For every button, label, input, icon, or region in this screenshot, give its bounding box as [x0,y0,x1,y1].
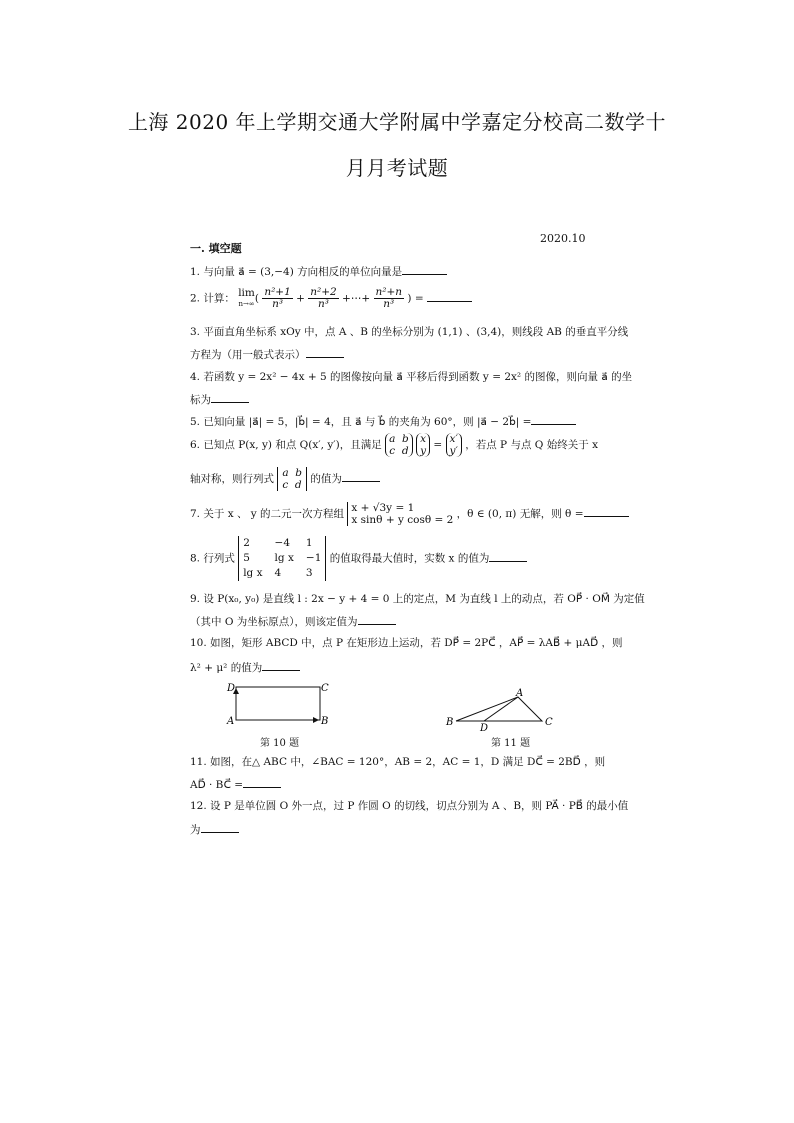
question-7: 7. 关于 x 、 y 的二元一次方程组 x + √3y = 1 x sinθ + y cosθ = 2 ，θ ∈ (0, π) 无解，则 θ = [190,502,629,526]
answer-blank [201,821,239,833]
question-4: 4. 若函数 y = 2x² − 4x + 5 的图像按向量 a⃗ 平移后得到函数 y = 2x² 的图像，则向量 a⃗ 的坐 [190,371,633,383]
fraction: $\frac{\text{n²+1}}{\text{n³}}$ [264,286,291,310]
label-b: B [446,717,454,728]
question-8: 8. 行列式 2 −4 1 5 lg x −1 lg x 4 3 的值取得最大值时，实数 x 的值为 [190,536,527,581]
determinant-3x3 [238,536,326,581]
figure-10-caption: 第 10 题 [260,738,300,749]
label-a: A [227,716,235,727]
figure-11-triangle [442,686,562,732]
determinant-abcd: a b c d [277,467,307,491]
label-d: D [480,723,489,732]
matrix-abcd: a b c d [385,433,413,457]
question-6: 6. 已知点 P(x, y) 和点 Q(x′, y′)，且满足 a b c d x y = x′ y′ ，若点 P 与点 Q 始终关于 x [190,433,599,457]
label-d: D [227,683,236,694]
limit-operator: lim n→∞ [238,287,255,308]
answer-blank [243,776,281,788]
vector-xy: x y [416,433,430,457]
question-10: 10. 如图，矩形 ABCD 中，点 P 在矩形边上运动，若 DP⃗ = 2PC⃗ ，AP⃗ = λAB⃗ + μAD⃗ ，则 [190,637,623,649]
question-6-cont: 轴对称，则行列式 a b c d 的值为 [190,467,380,491]
answer-blank [531,413,576,425]
label-b: B [321,716,329,727]
answer-blank [358,613,396,625]
answer-blank [306,346,344,358]
question-2: 2. 计算： lim n→∞( $\frac{\text{n²+1}}{\text{n³}}$ + $\frac{\text{n²+2}}{\text{n³}}$ +⋯+ $\frac{\text{n²+n}}{\text{n³}}$ ) = [190,287,472,310]
answer-blank [262,659,300,671]
question-4-cont: 标为 [190,391,249,407]
answer-blank [584,505,629,517]
determinant-grid: 2 −4 1 5 lg x −1 lg x 4 3 [243,537,322,579]
triangle-abc [456,697,542,721]
answer-blank [427,290,472,302]
equation-system: x + √3y = 1 x sinθ + y cosθ = 2 [347,502,453,526]
question-12: 12. 设 P 是单位圆 O 外一点，过 P 作圆 O 的切线，切点分别为 A 、B，则 PA⃗ · PB⃗ 的最小值 [190,800,629,812]
label-c: C [321,683,329,694]
question-3: 3. 平面直角坐标系 xOy 中，点 A 、B 的坐标分别为 (1,1) 、(3,4)，则线段 AB 的垂直平分线 [190,326,629,338]
question-9-cont: （其中 O 为坐标原点），则该定值为 [190,613,396,629]
question-11: 11. 如图，在△ ABC 中，∠BAC = 120°，AB = 2，AC = 1，D 满足 DC⃗ = 2BD⃗ ，则 [190,756,606,768]
rectangle-abcd [236,687,320,720]
question-5: 5. 已知向量 |a⃗| = 5，|b⃗| = 4，且 a⃗ 与 b⃗ 的夹角为 60°，则 |a⃗ − 2b⃗| = [190,413,576,429]
exam-date: 2020.10 [540,232,586,245]
segment-ad [484,697,518,721]
section-heading: 一. 填空题 [190,242,242,255]
label-c: C [545,717,553,728]
label-a: A [516,688,524,699]
answer-blank [211,391,249,403]
figure-10-rectangle [222,678,337,728]
question-12-cont: 为 [190,821,239,837]
question-3-cont: 方程为（用一般式表示） [190,346,344,362]
page-title-line1: 上海 2020 年上学期交通大学附属中学嘉定分校高二数学十 [127,110,667,134]
fraction: $\frac{\text{n²+n}}{\text{n³}}$ [375,286,403,310]
fraction: $\frac{\text{n²+2}}{\text{n³}}$ [310,286,337,310]
question-11-cont: AD⃗ · BC⃗ = [190,776,281,792]
question-10-cont: λ² + μ² 的值为 [190,659,300,675]
question-9: 9. 设 P(x₀, y₀) 是直线 l : 2x − y + 4 = 0 上的定点，M 为直线 l 上的动点，若 OP⃗ · OM⃗ 为定值 [190,593,645,605]
answer-blank [342,470,380,482]
answer-blank [402,263,447,275]
page-title-line2: 月月考试题 [345,156,449,180]
figure-11-caption: 第 11 题 [491,738,531,749]
question-1: 1. 与向量 a⃗ = (3,−4) 方向相反的单位向量是 [190,263,447,279]
answer-blank [489,550,527,562]
vector-xy-prime: x′ y′ [446,433,462,457]
